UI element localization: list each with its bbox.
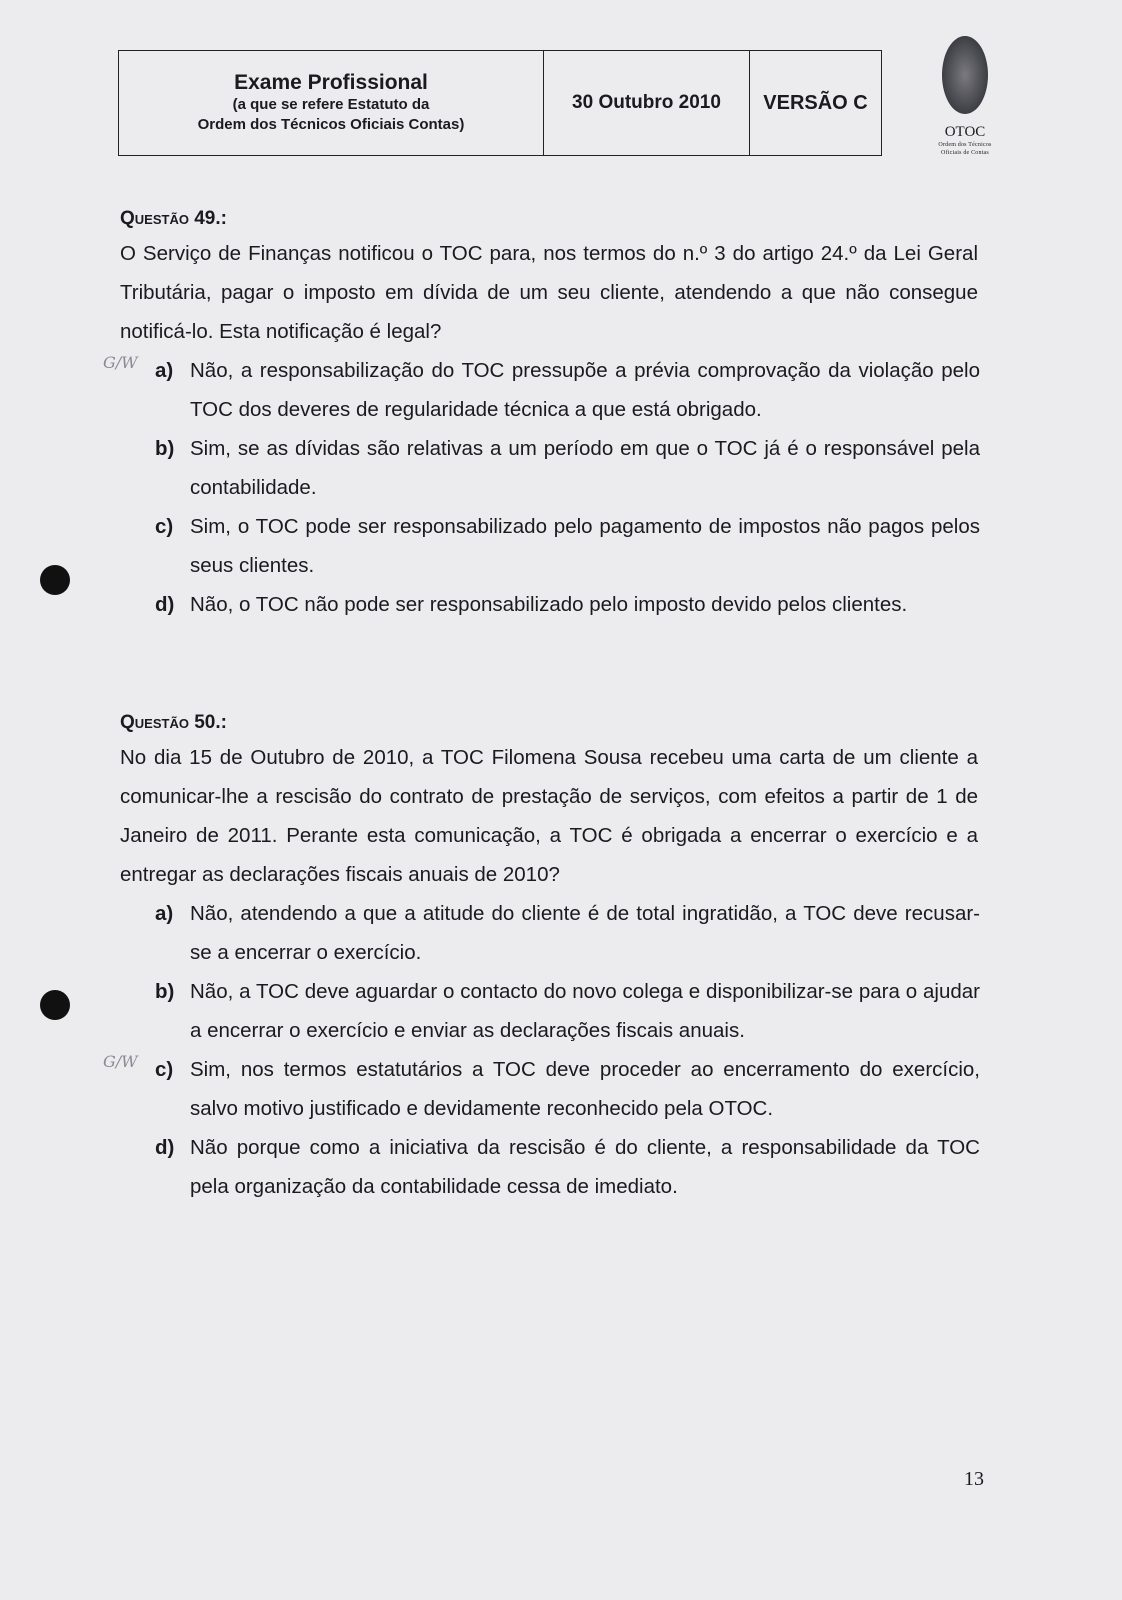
exam-title-cell [119,51,544,155]
question-49-title: Questão 49.: [120,208,227,229]
option-label: b) [155,980,175,1003]
option-text: Não, o TOC não pode ser responsabilizado pelo imposto devido pelos clientes. [190,593,908,616]
question-50-title: Questão 50.: [120,712,227,733]
logo-name: OTOC [944,124,986,140]
option-text: Não porque como a iniciativa da rescisão é do cliente, a responsabilidade da TOC pela organização da contabilidade cessa de imediato. [190,1136,980,1198]
option-50-d [155,1128,980,1206]
option-text: Sim, se as dívidas são relativas a um período em que o TOC já é o responsável pela contabilidade. [190,437,980,499]
option-label: b) [155,437,175,460]
option-50-b [155,972,980,1050]
question-50-text: No dia 15 de Outubro de 2010, a TOC Filomena Sousa recebeu uma carta de um cliente a comunicar-lhe a rescisão do contrato de prestação de serviços, com efeitos a partir de 1 de Janeiro de 2011. Perante esta comunicação, a TOC é obrigada a encerrar o exercício e a entregar as declarações fiscais anuais de 2010? [120,746,978,886]
option-label: d) [155,1136,175,1159]
option-label: d) [155,593,175,616]
handwritten-mark: G/W [103,1052,138,1071]
seal-icon [942,36,988,114]
option-text: Sim, o TOC pode ser responsabilizado pelo pagamento de impostos não pagos pelos seus clientes. [190,515,980,577]
option-text: Sim, nos termos estatutários a TOC deve proceder ao encerramento do exercício, salvo motivo justificado e devidamente reconhecido pela OTOC. [190,1058,980,1120]
option-49-d [155,585,980,624]
page-number: 13 [964,1468,984,1490]
option-50-c [103,1050,980,1128]
option-49-b [155,429,980,507]
handwritten-mark: G/W [103,353,138,372]
option-label: c) [155,515,174,538]
option-text: Não, atendendo a que a atitude do cliente é de total ingratidão, a TOC deve recusar-se a encerrar o exercício. [190,902,980,964]
exam-date: 30 Outubro 2010 [544,51,750,155]
option-text: Não, a responsabilização do TOC pressupõe a prévia comprovação da violação pelo TOC dos deveres de regularidade técnica a que está obrigado. [190,359,980,421]
punch-hole [40,565,70,595]
exam-title: Exame Profissional [234,71,428,94]
option-label: c) [155,1058,174,1081]
option-50-a [155,894,980,972]
option-text: Não, a TOC deve aguardar o contacto do novo colega e disponibilizar-se para o ajudar a encerrar o exercício e enviar as declarações fiscais anuais. [190,980,980,1042]
option-49-a [103,351,980,429]
option-label: a) [155,359,174,382]
logo-line-1: Ordem dos Técnicos [938,142,992,148]
logo-line-2: Oficiais de Contas [941,150,989,156]
punch-hole [40,990,70,1020]
option-49-c [155,507,980,585]
question-50 [103,708,980,1206]
exam-subtitle-1: (a que se refere Estatuto da [232,96,430,113]
option-label: a) [155,902,174,925]
exam-header-table [118,50,882,156]
exam-subtitle-2: Ordem dos Técnicos Oficiais Contas) [197,116,465,133]
otoc-logo [930,36,1000,157]
question-49-text: O Serviço de Finanças notificou o TOC para, nos termos do n.º 3 do artigo 24.º da Lei Geral Tributária, pagar o imposto em dívida de um seu cliente, atendendo a que não consegue notificá-lo. Esta notificação é legal? [120,242,978,343]
exam-version: VERSÃO C [763,91,868,114]
question-49 [103,204,980,624]
